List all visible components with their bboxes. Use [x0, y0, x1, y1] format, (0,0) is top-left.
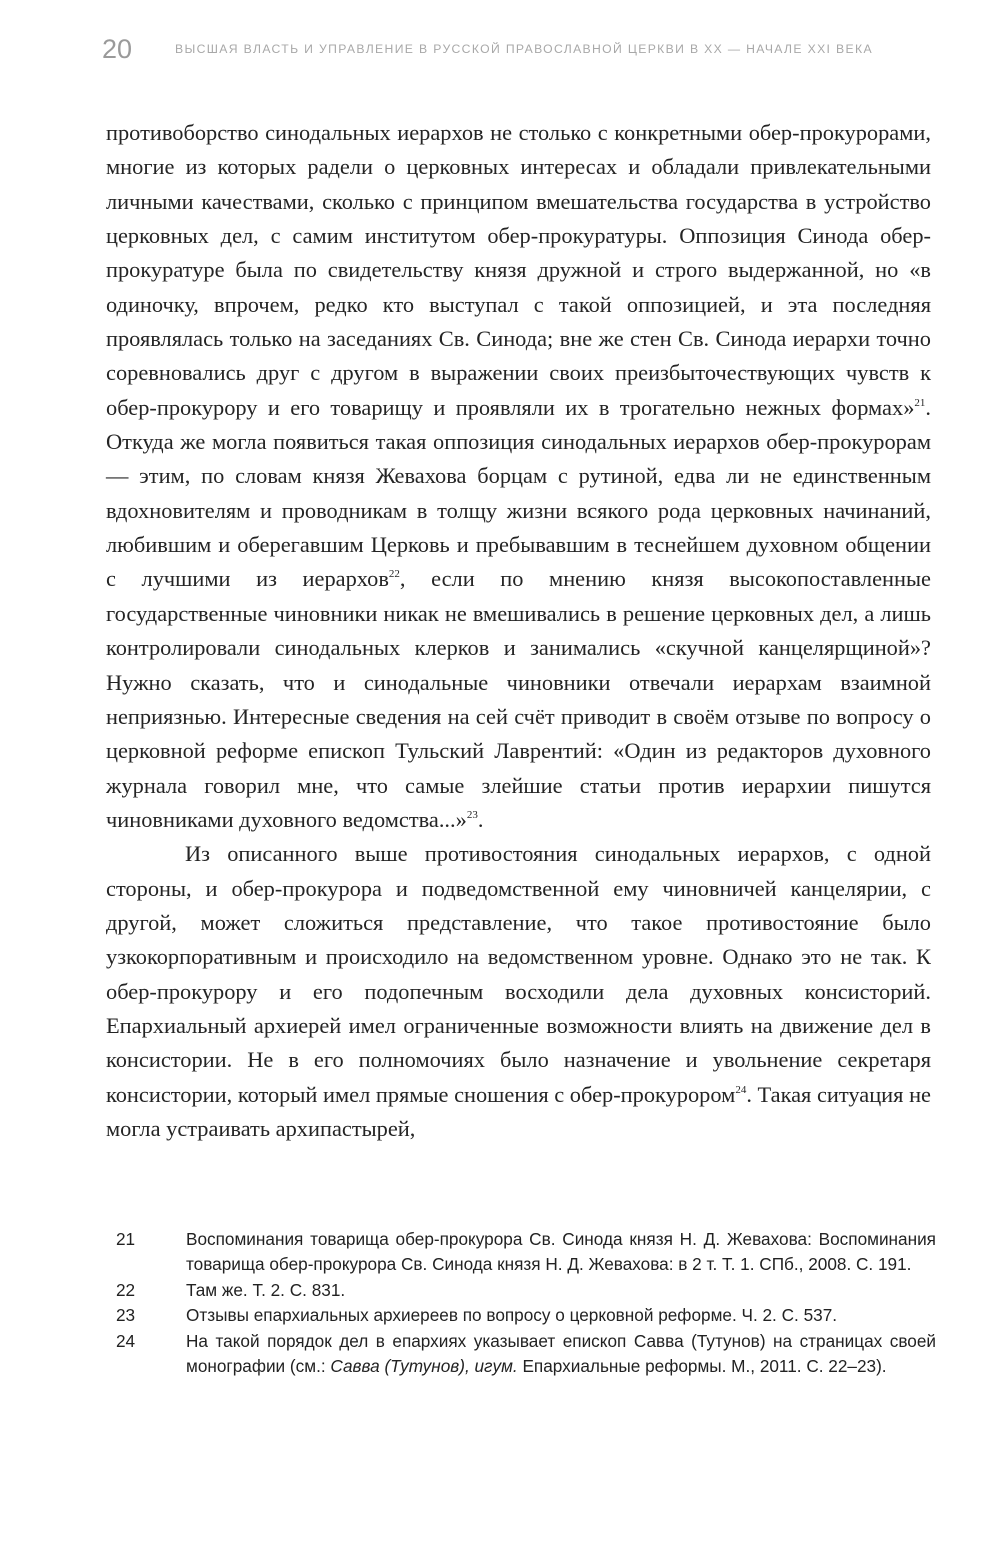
footnote-ref-24: 24	[735, 1083, 747, 1096]
footnote	[116, 1278, 936, 1303]
page-header	[96, 32, 936, 72]
paragraph-1-text-d: .	[477, 806, 484, 832]
footnote-text-post: Епархиальные реформы. М., 2011. С. 22–23).	[517, 1356, 887, 1377]
footnote-text-italic: Савва (Тутунов), игум.	[330, 1356, 518, 1377]
paragraph-2-text-b: . Такая ситуация не могла устраивать архипастырей,	[106, 1081, 931, 1141]
main-text	[106, 116, 931, 1146]
paragraph-2-text-a: Из описанного выше противостояния синодальных иерархов, с одной стороны, и обер-прокурора и подведомственной ему чиновничей канцелярии, с другой, может сложиться представление, что такое противостояние было узкокорпоративным и происходило на ведомственном уровне. Однако это не так. К обер-прокурору и его подопечным восходили дела духовных консисторий. Епархиальный архиерей имел ограниченные возможности влиять на движение дел в консистории. Не в его полномочиях было назначение и увольнение секретаря консистории, который имел прямые сношения с обер-прокурором	[106, 841, 931, 1107]
paragraph-1	[106, 116, 931, 837]
footnote-text: Там же. Т. 2. С. 831.	[186, 1279, 346, 1300]
footnote-number: 22	[116, 1279, 136, 1300]
footnote	[116, 1329, 936, 1380]
page-number: 20	[102, 34, 133, 64]
footnote-ref-21: 21	[914, 396, 926, 409]
paragraph-1-text-a: противоборство синодальных иерархов не столько с конкретными обер-прокурорами, многие из которых радели о церковных интересах и обладали привлекательными личными качествами, сколько с принципом вмешательства государства в устройство церковных дел, с самим институтом обер-прокуратуры. Оппозиция Синода обер-прокуратуре была по свидетельству князя дружной и строго выдержанной, но «в одиночку, впрочем, редко кто выступал с такой оппозицией, и эта последняя проявлялась только на заседаниях Св. Синода; вне же стен Св. Синода иерархи точно соревновались друг с другом в выражении своих преизбыточествующих чувств к обер-прокурору и его товарищу и проявляли их в трогательно нежных формах»	[106, 120, 931, 420]
footnote	[116, 1303, 936, 1328]
footnote-text: Отзывы епархиальных архиереев по вопросу о церковной реформе. Ч. 2. С. 537.	[186, 1305, 838, 1326]
paragraph-1-text-c: , если по мнению князя высокопоставленные государственные чиновники никак не вмешивались в решение церковных дел, а лишь контролировали синодальных клерков и занимались «скучной канцелярщиной»? Нужно сказать, что и синодальные чиновники отвечали иерархам взаимной неприязнью. Интересные сведения на сей счёт приводит в своём отзыве по вопросу о церковной реформе епископ Тульский Лаврентий: «Один из редакторов духовного журнала говорил мне, что самые злейшие статьи против иерархии пишутся чиновниками духовного ведомства...»	[106, 566, 931, 832]
footnote-text: Воспоминания товарища обер-прокурора Св. Синода князя Н. Д. Жевахова: Воспоминания товарища обер-прокурора Св. Синода князя Н. Д. Жевахова: в 2 т. Т. 1. СПб., 2008. С. 191.	[186, 1229, 936, 1275]
footnote-ref-23: 23	[466, 808, 478, 821]
paragraph-2	[106, 837, 931, 1146]
footnote-ref-22: 22	[388, 568, 400, 581]
footnotes	[116, 1227, 936, 1379]
paragraph-1-text-b: . Откуда же могла появиться такая оппозиция синодальных иерархов обер-прокурорам — этим, по словам князя Жевахова борцам с рутиной, едва ли не единственным вдохновителям и проводникам в толщу жизни всякого рода церковных начинаний, любившим и оберегавшим Церковь и пребывавшим в теснейшем духовном общении с лучшими из иерархов	[106, 394, 931, 592]
footnote-number: 24	[116, 1330, 136, 1351]
running-title: ВЫСШАЯ ВЛАСТЬ И УПРАВЛЕНИЕ В РУССКОЙ ПРАВОСЛАВНОЙ ЦЕРКВИ В XX — НАЧАЛЕ XXI ВЕКА	[175, 42, 873, 56]
footnote-text-pre: На такой порядок дел в епархиях указывает епископ Савва (Тутунов) на страницах своей монографии (см.:	[186, 1330, 936, 1377]
footnote	[116, 1227, 936, 1278]
footnote-number: 23	[116, 1305, 136, 1326]
footnote-text	[186, 1329, 936, 1380]
footnote-number: 21	[116, 1229, 136, 1249]
